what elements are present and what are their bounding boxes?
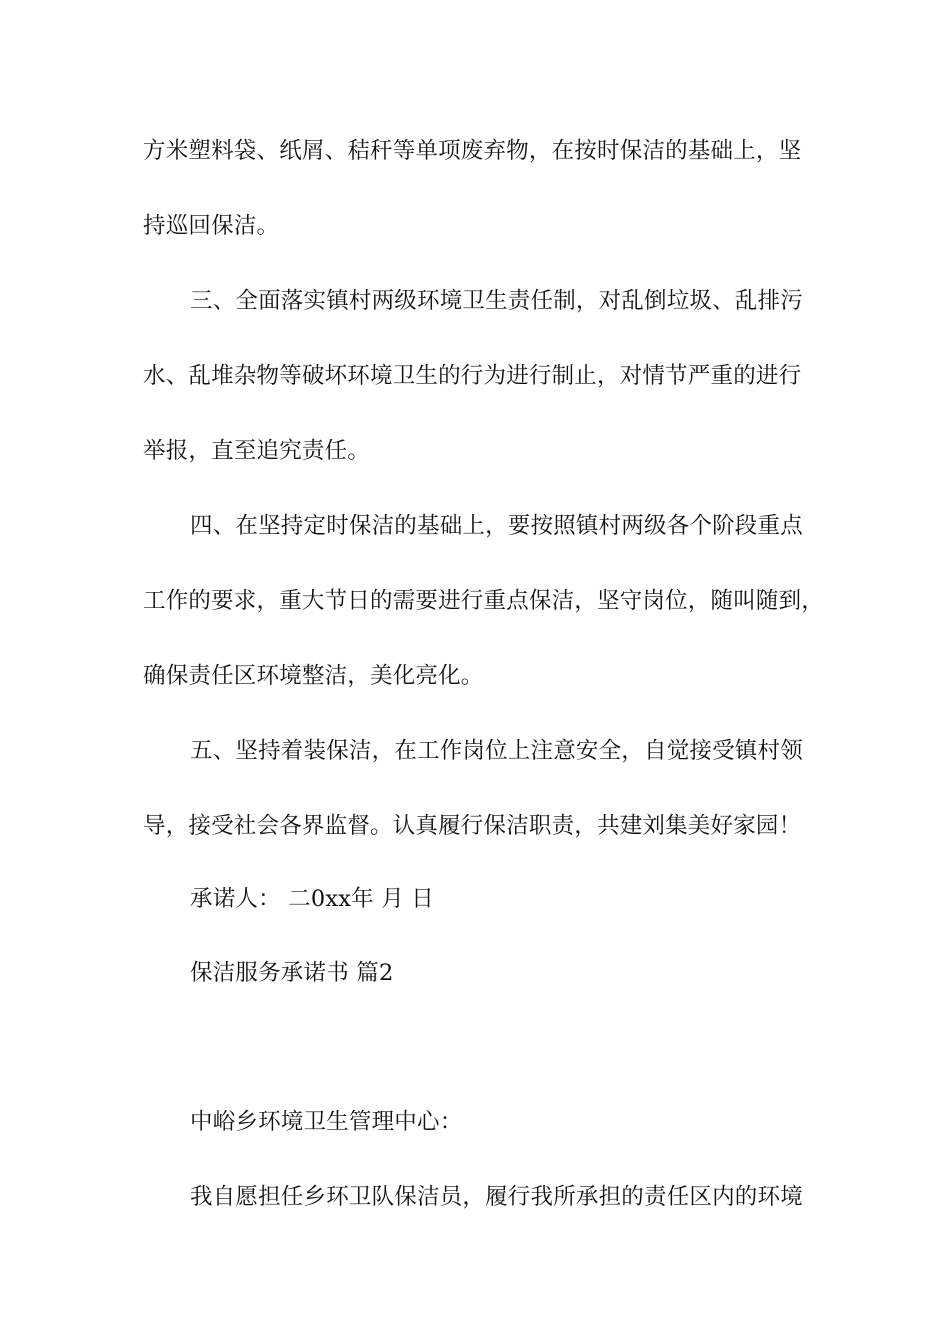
paragraph-line: 导，接受社会各界监督。认真履行保洁职责，共建刘集美好家园！ [143,813,802,839]
paragraph-line: 持巡回保洁。 [143,213,280,239]
signature-line: 承诺人： 二0xx年 月 日 [190,886,434,912]
paragraph-line: 确保责任区环境整洁，美化亮化。 [143,663,484,689]
recipient-line: 中峪乡环境卫生管理中心： [190,1109,463,1135]
paragraph-line: 工作的要求，重大节日的需要进行重点保洁，坚守岗位，随叫随到， [143,588,825,614]
paragraph-three-start: 三、全面落实镇村两级环境卫生责任制，对乱倒垃圾、乱排污 [190,288,803,314]
section-title: 保洁服务承诺书 篇2 [190,960,394,986]
paragraph-line: 举报，直至追究责任。 [143,438,371,464]
paragraph-five-start: 五、坚持着装保洁，在工作岗位上注意安全，自觉接受镇村领 [190,738,803,764]
paragraph-line: 水、乱堆杂物等破坏环境卫生的行为进行制止，对情节严重的进行 [143,363,802,389]
paragraph-line: 方米塑料袋、纸屑、秸秆等单项废弃物，在按时保洁的基础上，坚 [143,138,802,164]
paragraph-line: 我自愿担任乡环卫队保洁员，履行我所承担的责任区内的环境 [190,1184,803,1210]
paragraph-four-start: 四、在坚持定时保洁的基础上，要按照镇村两级各个阶段重点 [190,513,803,539]
